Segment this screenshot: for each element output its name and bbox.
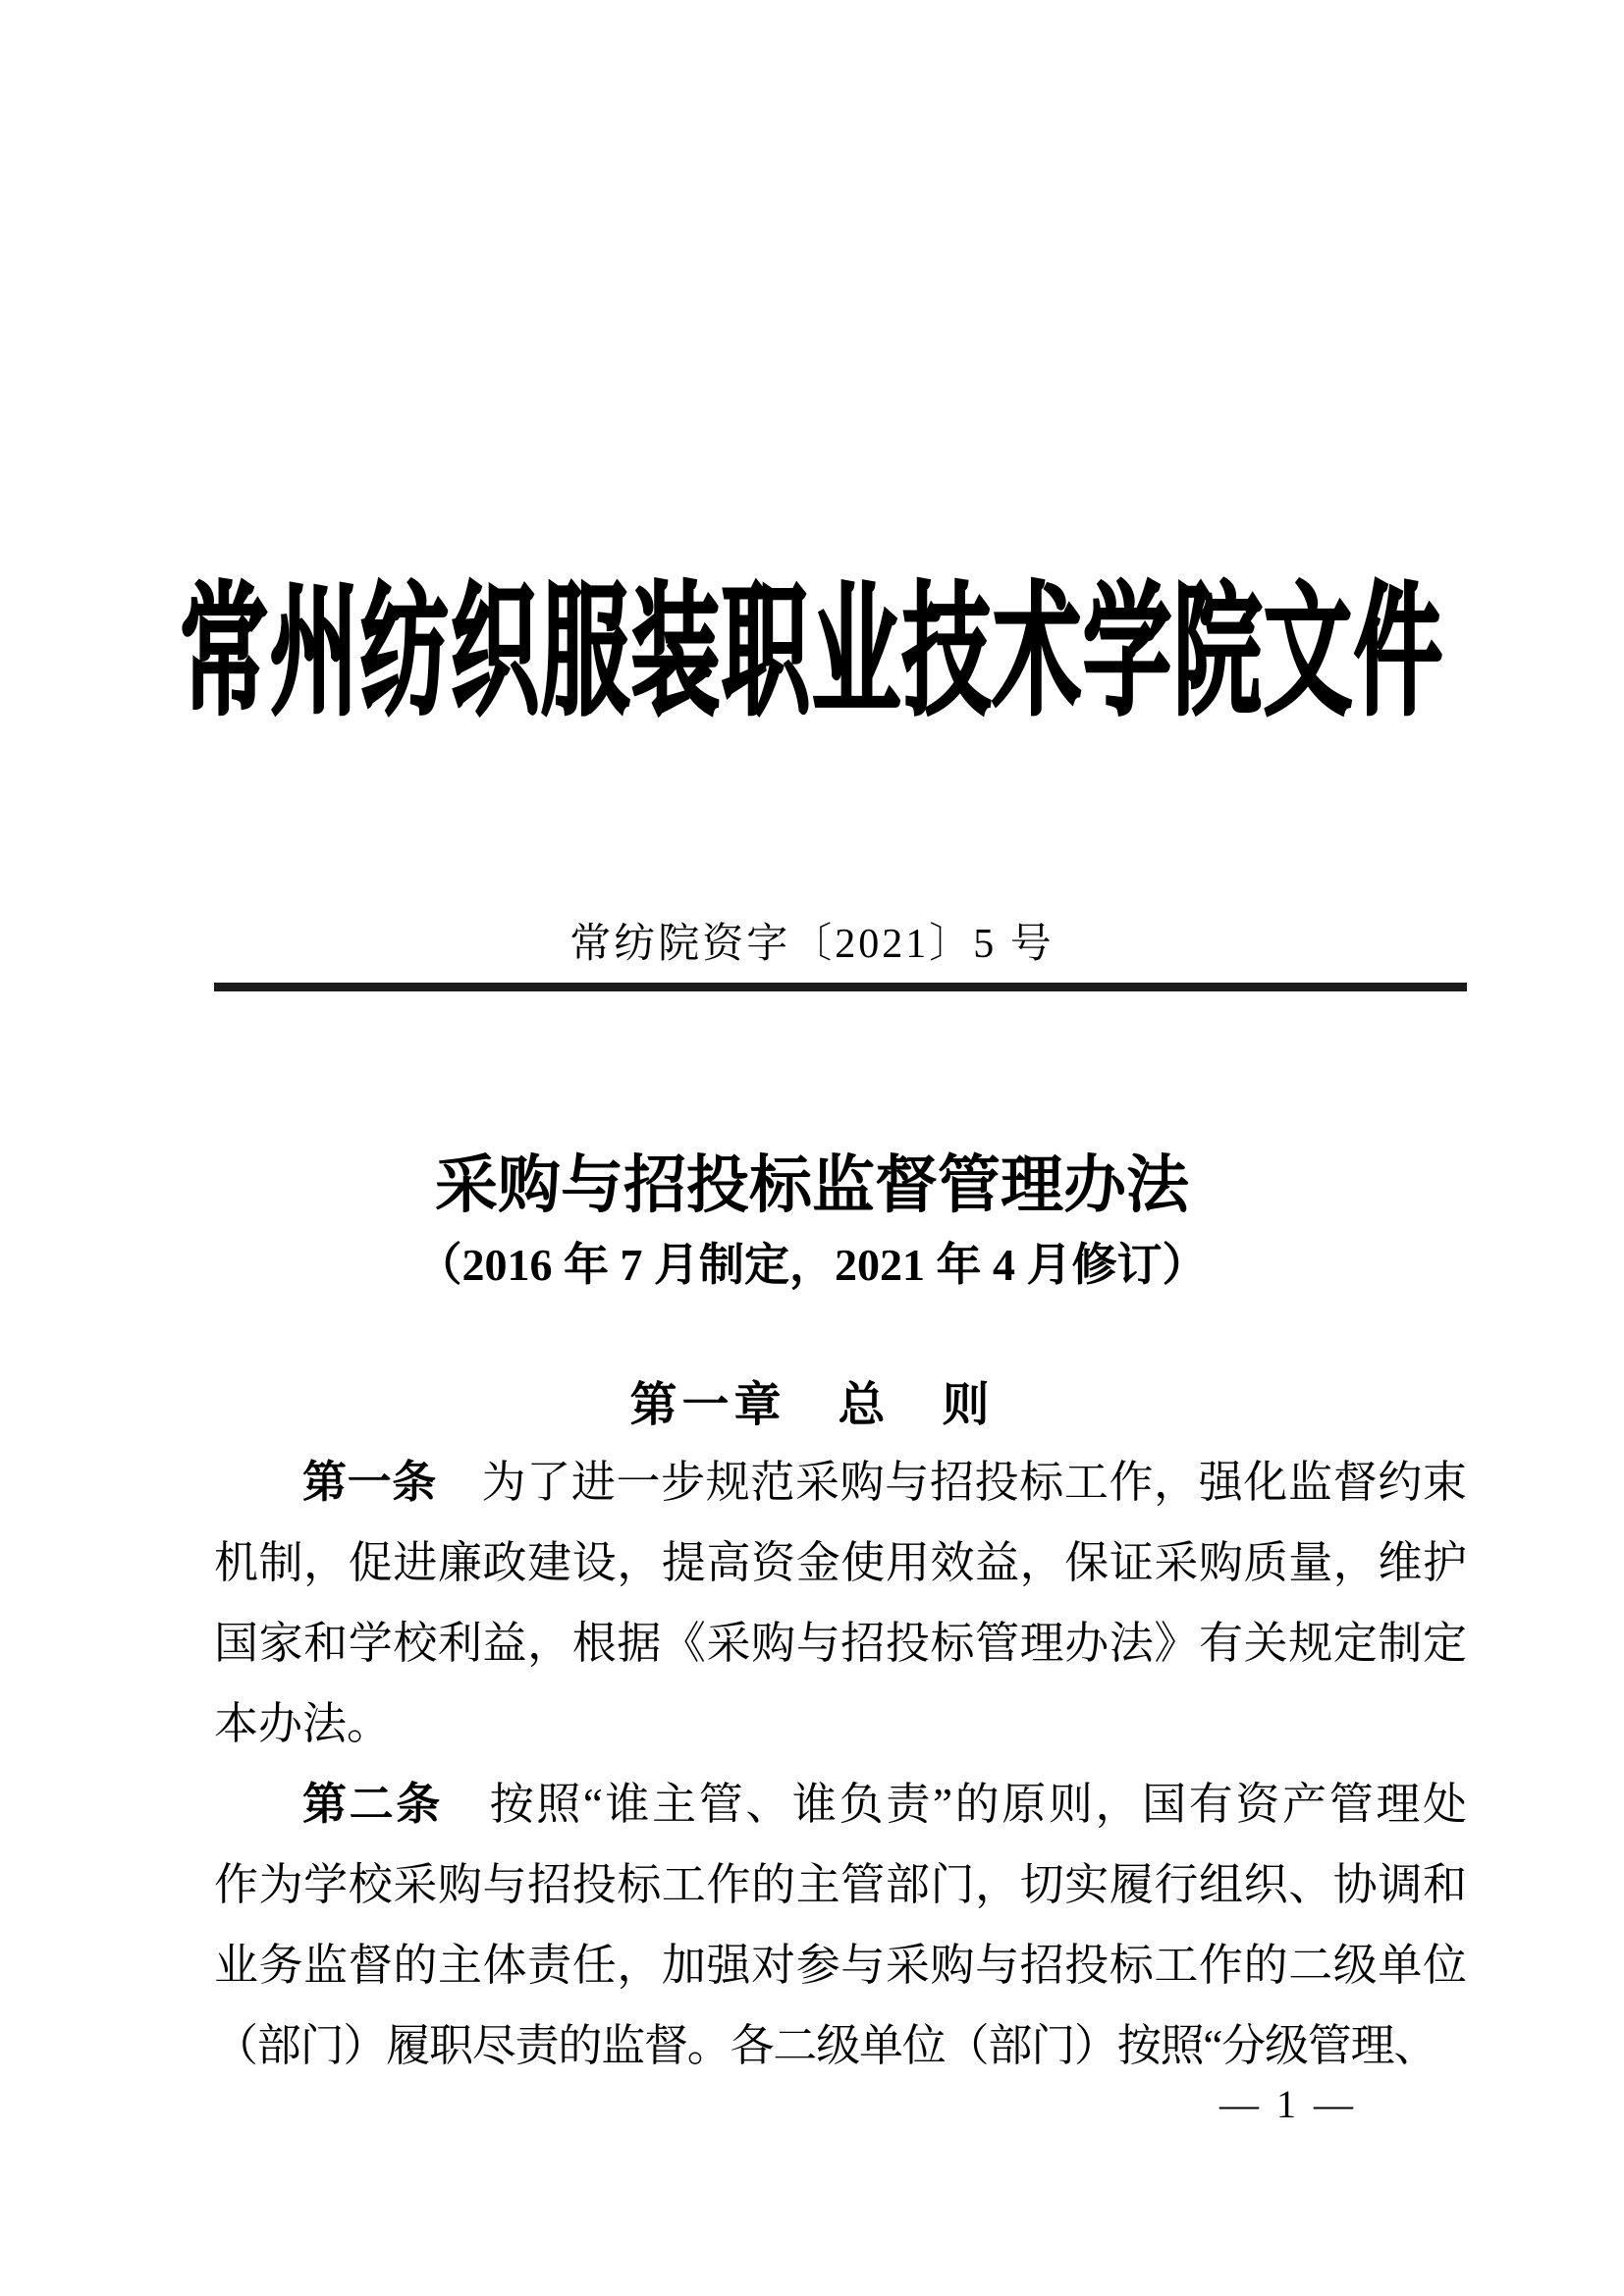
body-line-text: 业务监督的主体责任，加强对参与采购与招投标工作的二级单位	[214, 1941, 1467, 1990]
page-number: — 1 —	[1219, 2082, 1357, 2126]
body-text	[214, 1442, 1467, 2086]
body-line	[214, 2005, 1467, 2086]
chapter-heading: 第一章 总 则	[629, 1379, 995, 1431]
masthead	[0, 556, 1624, 733]
body-line	[214, 1925, 1467, 2005]
body-line-text: 机制，促进廉政建设，提高资金使用效益，保证采购质量，维护	[214, 1538, 1467, 1587]
body-line-text: （部门）履职尽责的监督。各二级单位（部门）按照“分级管理、	[214, 2021, 1437, 2070]
body-line-text: 本办法。	[214, 1699, 392, 1748]
body-line	[214, 1683, 1467, 1764]
separator-rule	[214, 983, 1467, 991]
document-subtitle: （2016 年 7 月制定，2021 年 4 月修订）	[416, 1240, 1208, 1290]
body-line	[214, 1522, 1467, 1603]
document-number: 常纺院资字〔2021〕5 号	[569, 922, 1055, 967]
body-line	[214, 1442, 1467, 1522]
body-line	[214, 1764, 1467, 1844]
body-line-text: 作为学校采购与招投标工作的主管部门，切实履行组织、协调和	[214, 1860, 1467, 1909]
masthead-title: 常州纺织服装职业技术学院文件	[180, 575, 1444, 733]
article-label: 第二条	[302, 1779, 443, 1829]
article-label: 第一条	[302, 1457, 437, 1507]
document-title: 采购与招投标监督管理办法	[435, 1150, 1189, 1220]
body-line	[214, 1603, 1467, 1683]
body-line-text: 国家和学校利益，根据《采购与招投标管理办法》有关规定制定	[214, 1619, 1467, 1668]
body-line-text: 按照“谁主管、谁负责”的原则，国有资产管理处	[442, 1780, 1467, 1829]
body-line-text: 为了进一步规范采购与招投标工作，强化监督约束	[436, 1458, 1467, 1507]
body-line	[214, 1844, 1467, 1925]
